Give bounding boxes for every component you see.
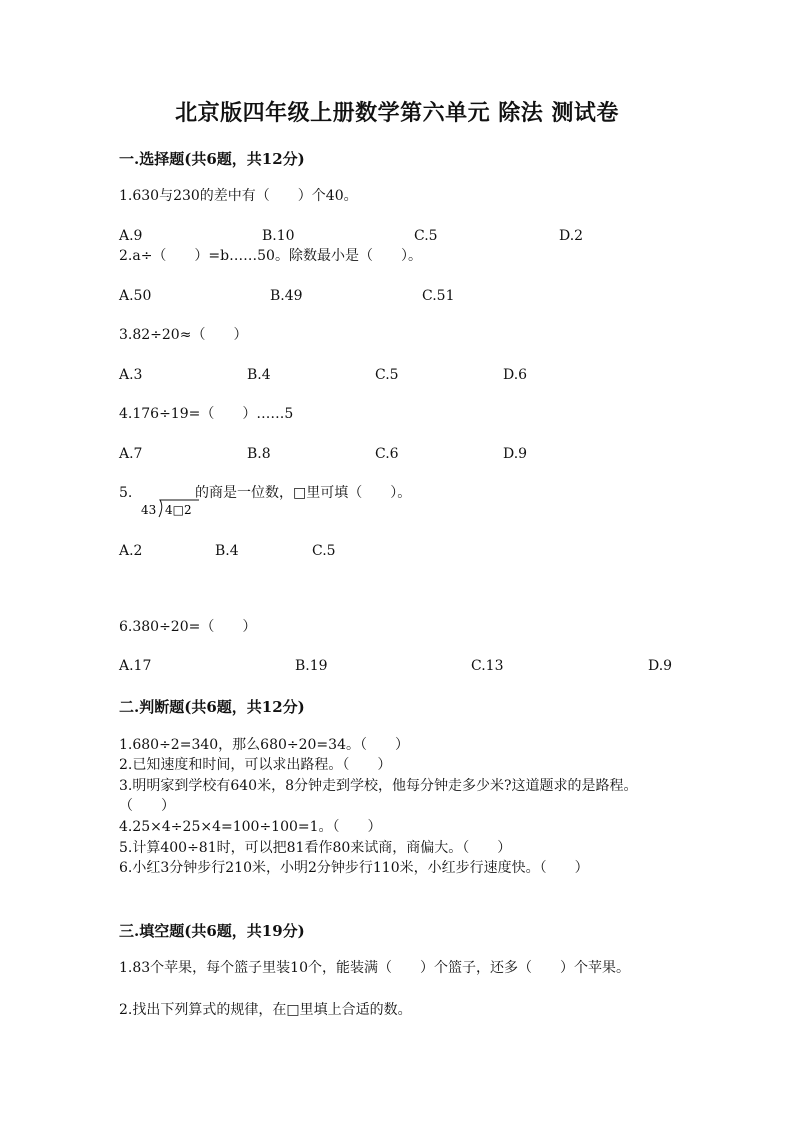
judgement-question-2: 2.已知速度和时间，可以求出路程。（ ） [119,757,392,773]
division-dividend: 4□2 [165,503,192,517]
choice-option[interactable]: B.49 [270,288,303,304]
judgement-question-5: 5.计算400÷81时，可以把81看作80来试商，商偏大。（ ） [119,840,512,856]
fill-question-2: 2.找出下列算式的规律，在□里填上合适的数。 [119,1002,412,1018]
choice-option[interactable]: A.17 [119,658,152,674]
long-division-symbol [141,497,201,519]
choice-option[interactable]: A.3 [119,367,143,383]
choice-option[interactable]: B.8 [247,446,271,462]
judgement-question-4: 4.25×4÷25×4=100÷100=1。（ ） [119,819,382,835]
choice-option[interactable]: A.2 [119,543,143,559]
choice-option[interactable]: C.5 [375,367,399,383]
division-divisor: 43 [141,503,157,517]
judgement-question-3: 3.明明家到学校有640米，8分钟走到学校，他每分钟走多少米?这道题求的是路程。（ ） [119,778,638,814]
choice-option[interactable]: D.6 [503,367,528,383]
choice-question-2: 2.a÷（ ）=b……50。除数最小是（ ）。 [119,248,422,264]
judgement-question-1: 1.680÷2=340，那么680÷20=34。（ ） [119,737,409,753]
choice-option[interactable]: B.10 [262,228,295,244]
choice-option[interactable]: A.7 [119,446,143,462]
choice-option[interactable]: A.50 [119,288,152,304]
choice-question-1: 1.630与230的差中有（ ）个40。 [119,188,358,204]
choice-question-5: 的商是一位数，□里可填（ ）。 [195,485,412,501]
choice-option[interactable]: B.4 [247,367,271,383]
choice-option[interactable]: B.4 [215,543,239,559]
choice-option[interactable]: C.6 [375,446,399,462]
choice-question-6: 6.380÷20=（ ） [119,619,257,635]
choice-question-4: 4.176÷19=（ ）……5 [119,406,294,422]
choice-option[interactable]: D.9 [648,658,673,674]
section-heading-judgement: 二.判断题(共6题，共12分) [119,698,305,716]
choice-option[interactable]: C.5 [414,228,438,244]
choice-option[interactable]: C.13 [471,658,504,674]
choice-option[interactable]: C.5 [312,543,336,559]
section-heading-fill: 三.填空题(共6题，共19分) [119,922,305,940]
judgement-question-6: 6.小红3分钟步行210米，小明2分钟步行110米，小红步行速度快。（ ） [119,860,589,876]
choice-option[interactable]: A.9 [119,228,143,244]
fill-question-1: 1.83个苹果，每个篮子里装10个，能装满（ ）个篮子，还多（ ）个苹果。 [119,960,630,976]
page-title: 北京版四年级上册数学第六单元 除法 测试卷 [175,100,619,126]
choice-option[interactable]: B.19 [295,658,328,674]
choice-option[interactable]: D.9 [503,446,528,462]
choice-option[interactable]: D.2 [559,228,584,244]
choice-option[interactable]: C.51 [422,288,455,304]
choice-question-5-number: 5. [119,485,133,501]
choice-question-3: 3.82÷20≈（ ） [119,327,248,343]
section-heading-choice: 一.选择题(共6题，共12分) [119,150,305,168]
